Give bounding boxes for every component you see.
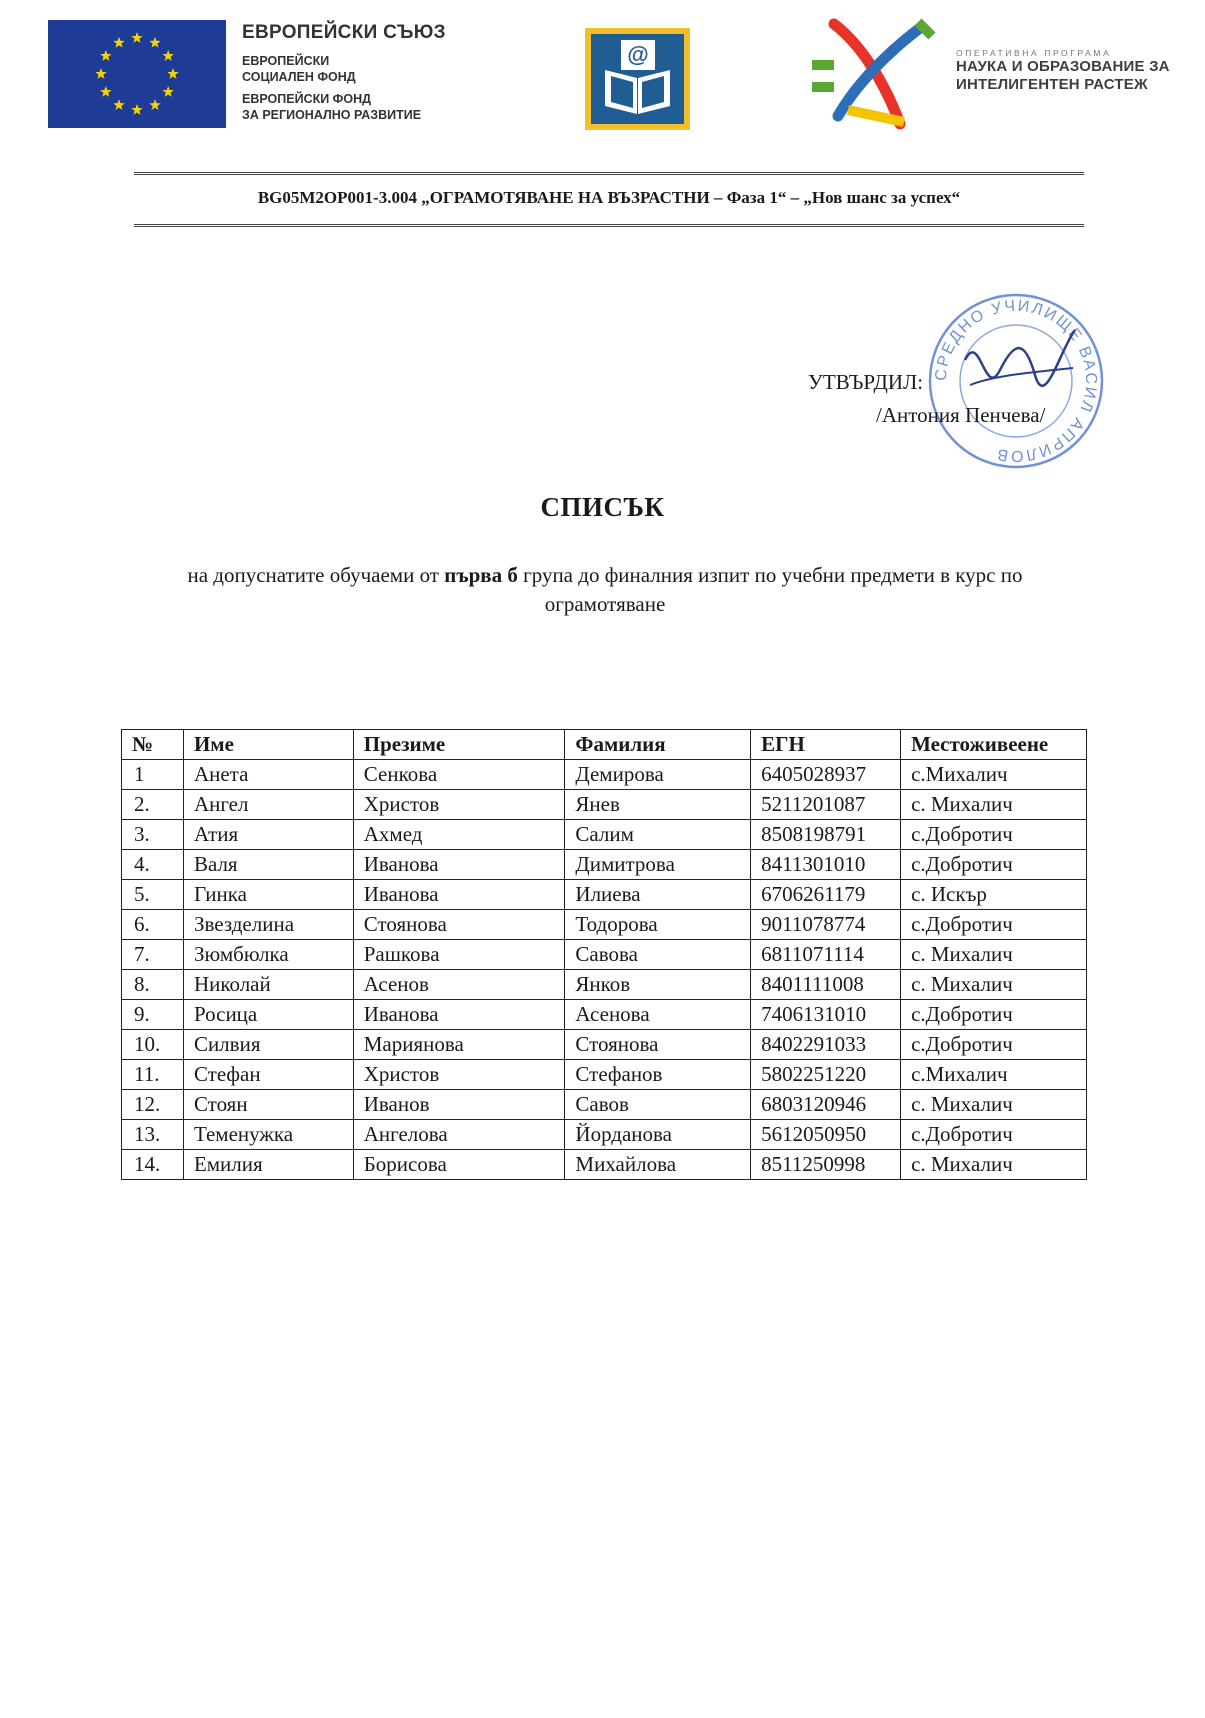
- document-subtitle: [140, 561, 1070, 619]
- cell-residence: с.Добротич: [901, 850, 1087, 880]
- cell-number: 6.: [122, 910, 184, 940]
- table-header-row: [122, 730, 1087, 760]
- cell-residence: с. Михалич: [901, 940, 1087, 970]
- program-line-2: ИНТЕЛИГЕНТЕН РАСТЕЖ: [956, 76, 1148, 93]
- cell-egn: 8511250998: [751, 1150, 901, 1180]
- eu-fund-2-line-1: ЕВРОПЕЙСКИ ФОНД: [242, 92, 372, 106]
- cell-middle-name: Иванова: [353, 850, 565, 880]
- cell-egn: 9011078774: [751, 910, 901, 940]
- table-row: [122, 820, 1087, 850]
- cell-egn: 5612050950: [751, 1120, 901, 1150]
- cell-first-name: Николай: [183, 970, 353, 1000]
- eu-flag-logo: [48, 20, 226, 128]
- cell-middle-name: Ангелова: [353, 1120, 565, 1150]
- cell-number: 1: [122, 760, 184, 790]
- cell-middle-name: Иванова: [353, 1000, 565, 1030]
- cell-last-name: Савов: [565, 1090, 751, 1120]
- cell-first-name: Теменужка: [183, 1120, 353, 1150]
- cell-first-name: Атия: [183, 820, 353, 850]
- cell-number: 7.: [122, 940, 184, 970]
- cell-first-name: Валя: [183, 850, 353, 880]
- cell-number: 13.: [122, 1120, 184, 1150]
- approver-name: /Антония Пенчева/: [876, 403, 1046, 427]
- eu-fund-1-line-1: ЕВРОПЕЙСКИ: [242, 54, 330, 68]
- table-row: [122, 880, 1087, 910]
- cell-middle-name: Иванова: [353, 880, 565, 910]
- cell-last-name: Илиева: [565, 880, 751, 910]
- table-body: [122, 760, 1087, 1180]
- cell-first-name: Гинка: [183, 880, 353, 910]
- cell-first-name: Зюмбюлка: [183, 940, 353, 970]
- cell-last-name: Тодорова: [565, 910, 751, 940]
- cell-egn: 6811071114: [751, 940, 901, 970]
- cell-first-name: Стефан: [183, 1060, 353, 1090]
- cell-middle-name: Иванов: [353, 1090, 565, 1120]
- cell-egn: 6706261179: [751, 880, 901, 910]
- signature: [965, 330, 1075, 386]
- eu-title: ЕВРОПЕЙСКИ СЪЮЗ: [242, 22, 446, 43]
- table-row: [122, 1150, 1087, 1180]
- table-row: [122, 1000, 1087, 1030]
- subtitle-group: първа б: [444, 563, 518, 587]
- cell-number: 5.: [122, 880, 184, 910]
- cell-last-name: Янев: [565, 790, 751, 820]
- cell-residence: с.Михалич: [901, 760, 1087, 790]
- cell-first-name: Стоян: [183, 1090, 353, 1120]
- cell-egn: 8508198791: [751, 820, 901, 850]
- cell-middle-name: Борисова: [353, 1150, 565, 1180]
- table-row: [122, 910, 1087, 940]
- eu-logo-text: [242, 22, 446, 123]
- header-number: №: [122, 730, 184, 760]
- table-row: [122, 850, 1087, 880]
- cell-middle-name: Рашкова: [353, 940, 565, 970]
- cell-first-name: Силвия: [183, 1030, 353, 1060]
- cell-egn: 5211201087: [751, 790, 901, 820]
- program-logo-icon: [808, 16, 956, 132]
- cell-last-name: Михайлова: [565, 1150, 751, 1180]
- cell-residence: с. Искър: [901, 880, 1087, 910]
- cell-last-name: Стоянова: [565, 1030, 751, 1060]
- trainee-table: [121, 729, 1087, 1180]
- cell-number: 2.: [122, 790, 184, 820]
- table-row: [122, 1120, 1087, 1150]
- cell-middle-name: Асенов: [353, 970, 565, 1000]
- table-row: [122, 970, 1087, 1000]
- cell-egn: 6405028937: [751, 760, 901, 790]
- header-last-name: Фамилия: [565, 730, 751, 760]
- cell-egn: 8411301010: [751, 850, 901, 880]
- cell-number: 3.: [122, 820, 184, 850]
- cell-middle-name: Христов: [353, 1060, 565, 1090]
- cell-last-name: Йорданова: [565, 1120, 751, 1150]
- table-row: [122, 1030, 1087, 1060]
- school-stamp-seal: [925, 290, 1107, 472]
- cell-last-name: Салим: [565, 820, 751, 850]
- eu-fund-1: [242, 53, 446, 85]
- header-egn: ЕГН: [751, 730, 901, 760]
- table-row: [122, 760, 1087, 790]
- cell-number: 8.: [122, 970, 184, 1000]
- cell-egn: 7406131010: [751, 1000, 901, 1030]
- cell-first-name: Ангел: [183, 790, 353, 820]
- cell-residence: с. Михалич: [901, 1150, 1087, 1180]
- eu-fund-2-line-2: ЗА РЕГИОНАЛНО РАЗВИТИЕ: [242, 108, 422, 122]
- table-row: [122, 1090, 1087, 1120]
- cell-egn: 8402291033: [751, 1030, 901, 1060]
- cell-number: 12.: [122, 1090, 184, 1120]
- document-title: СПИСЪК: [540, 492, 665, 522]
- open-book-at-sign-icon: [585, 28, 690, 130]
- project-code: BG05M2OP001-3.004 „ОГРАМОТЯВАНЕ НА ВЪЗРАСТНИ – Фаза 1“ – „Нов шанс за успех“: [257, 188, 961, 207]
- eu-fund-1-line-2: СОЦИАЛЕН ФОНД: [242, 70, 356, 84]
- cell-first-name: Емилия: [183, 1150, 353, 1180]
- program-kicker: ОПЕРАТИВНА ПРОГРАМА: [956, 48, 1112, 58]
- cell-residence: с.Добротич: [901, 1120, 1087, 1150]
- cell-residence: с. Михалич: [901, 970, 1087, 1000]
- cell-residence: с.Михалич: [901, 1060, 1087, 1090]
- cell-residence: с.Добротич: [901, 1000, 1087, 1030]
- cell-first-name: Звезделина: [183, 910, 353, 940]
- cell-egn: 6803120946: [751, 1090, 901, 1120]
- bottom-rule: [134, 224, 1084, 227]
- cell-number: 4.: [122, 850, 184, 880]
- svg-text:@: @: [627, 42, 649, 67]
- cell-number: 9.: [122, 1000, 184, 1030]
- cell-last-name: Димитрова: [565, 850, 751, 880]
- cell-middle-name: Мариянова: [353, 1030, 565, 1060]
- subtitle-part-1: на допуснатите обучаеми от: [187, 563, 445, 587]
- program-logo-text: [956, 48, 1170, 94]
- stamp-ring-text: СРЕДНО УЧИЛИЩЕ ВАСИЛ АПРИЛОВ: [932, 297, 1100, 465]
- cell-middle-name: Сенкова: [353, 760, 565, 790]
- cell-middle-name: Ахмед: [353, 820, 565, 850]
- cell-number: 14.: [122, 1150, 184, 1180]
- cell-last-name: Стефанов: [565, 1060, 751, 1090]
- table-row: [122, 940, 1087, 970]
- cell-residence: с. Михалич: [901, 790, 1087, 820]
- cell-residence: с.Добротич: [901, 910, 1087, 940]
- cell-last-name: Савова: [565, 940, 751, 970]
- cell-residence: с. Михалич: [901, 1090, 1087, 1120]
- cell-number: 10.: [122, 1030, 184, 1060]
- top-rule: [134, 172, 1084, 175]
- cell-last-name: Демирова: [565, 760, 751, 790]
- cell-residence: с.Добротич: [901, 1030, 1087, 1060]
- eu-fund-2: [242, 91, 446, 123]
- cell-last-name: Янков: [565, 970, 751, 1000]
- approval-label: УТВЪРДИЛ:: [808, 370, 924, 394]
- table-row: [122, 1060, 1087, 1090]
- table-row: [122, 790, 1087, 820]
- subtitle-part-2: група до финалния изпит по учебни предмети в курс по ограмотяване: [517, 563, 1023, 616]
- cell-egn: 5802251220: [751, 1060, 901, 1090]
- cell-first-name: Анета: [183, 760, 353, 790]
- header-middle-name: Презиме: [353, 730, 565, 760]
- svg-text:СРЕДНО УЧИЛИЩЕ ВАСИЛ АПРИЛОВ: [933, 298, 1099, 464]
- header-residence: Местоживеене: [901, 730, 1087, 760]
- cell-residence: с.Добротич: [901, 820, 1087, 850]
- cell-first-name: Росица: [183, 1000, 353, 1030]
- program-line-1: НАУКА И ОБРАЗОВАНИЕ ЗА: [956, 58, 1170, 75]
- cell-egn: 8401111008: [751, 970, 901, 1000]
- cell-middle-name: Стоянова: [353, 910, 565, 940]
- cell-middle-name: Христов: [353, 790, 565, 820]
- header-first-name: Име: [183, 730, 353, 760]
- cell-number: 11.: [122, 1060, 184, 1090]
- cell-last-name: Асенова: [565, 1000, 751, 1030]
